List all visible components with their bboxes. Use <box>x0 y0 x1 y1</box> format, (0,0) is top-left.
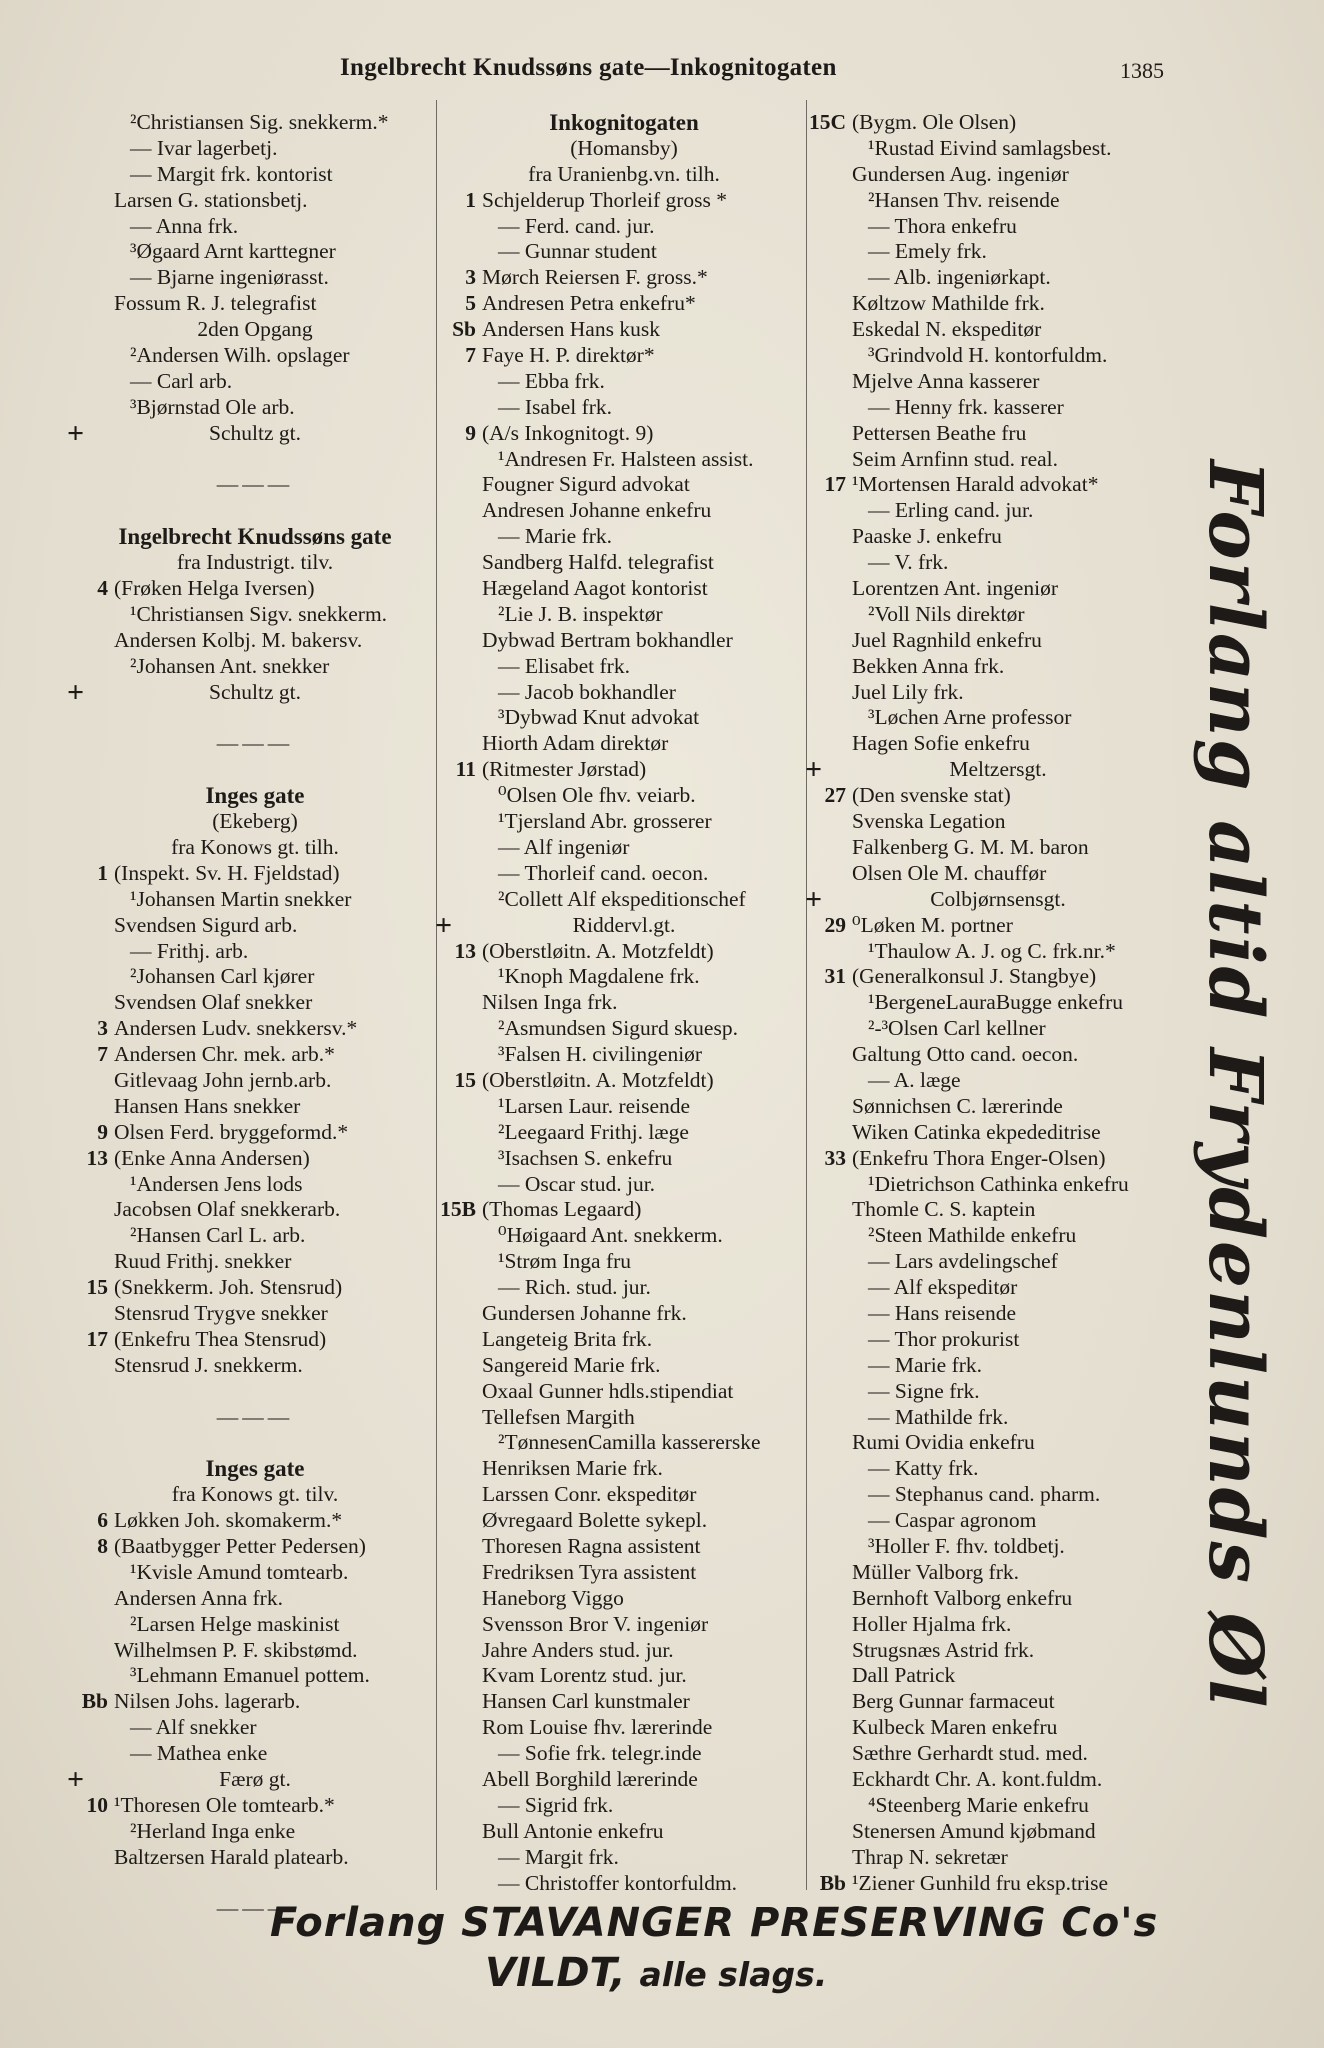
resident-entry: — Oscar stud. jur. <box>498 1171 656 1196</box>
directory-column-1 <box>67 110 440 1922</box>
cross-street-row <box>805 882 1188 916</box>
house-entry <box>438 939 810 965</box>
resident-entry: Müller Valborg frk. <box>852 1559 1020 1584</box>
cross-street-icon: + <box>435 908 453 942</box>
house-number: 3 <box>97 1016 108 1041</box>
cross-street-row <box>67 416 440 450</box>
street-heading: Inkognitogaten <box>549 110 699 135</box>
cross-street-row <box>67 675 440 709</box>
section-subheading: fra Konows gt. tilv. <box>171 1482 339 1507</box>
house-number: 15 <box>454 1067 476 1092</box>
resident-entry: Svendsen Sigurd arb. <box>114 912 298 937</box>
resident-entry: ²Hansen Thv. reisende <box>868 187 1060 212</box>
resident-entry: — Marie frk. <box>498 524 613 549</box>
resident-entry: Abell Borghild lærerinde <box>482 1767 698 1791</box>
section-subheading: fra Industrigt. tilv. <box>176 550 334 575</box>
resident-entry: ¹Thoresen Ole tomtearb.* <box>114 1792 335 1817</box>
cross-street-row <box>435 908 810 942</box>
house-number: 1 <box>97 860 108 885</box>
resident-entry: Kulbeck Maren enkefru <box>852 1715 1058 1740</box>
house-entry <box>808 110 1188 136</box>
cross-street-icon: + <box>67 675 85 709</box>
house-entry <box>438 291 810 317</box>
resident-entry: — Emely frk. <box>868 239 987 264</box>
street-heading: Ingelbrecht Knudssøns gate <box>118 524 392 550</box>
resident-entry: (Frøken Helga Iversen) <box>114 576 315 601</box>
cross-street-label: Meltzersgt. <box>949 757 1047 782</box>
resident-entry: Køltzow Mathilde frk. <box>852 291 1045 316</box>
resident-entry: — Isabel frk. <box>498 394 613 419</box>
resident-entry: — Ebba frk. <box>498 368 605 393</box>
resident-entry: (Enke Anna Andersen) <box>114 1145 310 1170</box>
section-separator: ——— <box>216 1896 294 1921</box>
resident-entry: Thomle C. S. kaptein <box>852 1197 1036 1222</box>
resident-entry: Henriksen Marie frk. <box>482 1456 663 1481</box>
resident-entry: — Mathilde frk. <box>868 1404 1009 1429</box>
resident-entry: — V. frk. <box>868 550 949 575</box>
resident-entry: Strugsnæs Astrid frk. <box>852 1637 1035 1662</box>
house-number: 6 <box>97 1508 108 1533</box>
resident-entry: ²Christiansen Sig. snekkerm.* <box>130 110 389 134</box>
cross-street-label: Schultz gt. <box>209 679 301 704</box>
house-entry <box>70 1120 440 1146</box>
bottom-advertisement-line-1: Forlang STAVANGER PRESERVING Co's <box>270 1900 1159 1946</box>
resident-entry: (Oberstløitn. A. Motzfeldt) <box>482 1067 714 1092</box>
house-entry <box>70 1793 440 1819</box>
resident-entry: Berg Gunnar farmaceut <box>852 1689 1055 1714</box>
resident-entry: Olsen Ferd. bryggeformd.* <box>114 1119 349 1144</box>
house-entry <box>438 343 810 369</box>
resident-entry: Kvam Lorentz stud. jur. <box>482 1663 687 1688</box>
house-entry <box>70 1508 440 1534</box>
house-number: 15B <box>440 1197 476 1222</box>
cross-street-label: Riddervl.gt. <box>572 912 676 937</box>
resident-entry: Løkken Joh. skomakerm.* <box>114 1508 343 1533</box>
resident-entry: ¹Thaulow A. J. og C. frk.nr.* <box>868 938 1116 963</box>
house-entry <box>438 1068 810 1094</box>
resident-entry: — Jacob bokhandler <box>498 679 676 704</box>
house-number: 17 <box>86 1326 108 1351</box>
resident-entry: ²TønnesenCamilla kassererske <box>498 1430 761 1455</box>
blank-line <box>70 1430 440 1456</box>
house-number: 17 <box>824 472 846 497</box>
resident-entry: Seim Arnfinn stud. real. <box>852 446 1059 471</box>
bottom-advertisement-line-2 <box>485 1950 827 1996</box>
resident-entry: ¹Dietrichson Cathinka enkefru <box>868 1171 1129 1196</box>
cross-street-icon: + <box>67 1763 85 1796</box>
resident-entry: Pettersen Beathe fru <box>852 420 1027 445</box>
house-entry <box>808 913 1188 939</box>
resident-entry: ³Øgaard Arnt karttegner <box>130 239 336 264</box>
resident-entry: Andersen Ludv. snekkersv.* <box>114 1016 358 1041</box>
resident-entry: — Ivar lagerbetj. <box>130 135 278 160</box>
resident-entry: Baltzersen Harald platearb. <box>114 1844 349 1869</box>
resident-entry: — Marie frk. <box>868 1352 983 1377</box>
resident-entry: Falkenberg G. M. M. baron <box>852 834 1089 859</box>
resident-entry: ²Hansen Carl L. arb. <box>130 1223 306 1248</box>
cross-street-icon: + <box>805 753 823 787</box>
resident-entry: (Oberstløitn. A. Motzfeldt) <box>482 938 714 963</box>
resident-entry: Andersen Hans kusk <box>482 317 660 342</box>
resident-entry: Haneborg Viggo <box>482 1585 624 1610</box>
blank-line <box>70 498 440 524</box>
resident-entry: — Anna frk. <box>130 213 239 238</box>
resident-entry: Hagen Sofie enkefru <box>852 731 1030 756</box>
house-number: 10 <box>86 1792 108 1817</box>
resident-entry: Thrap N. sekretær <box>852 1844 1008 1869</box>
resident-entry: ³Dybwad Knut advokat <box>498 705 700 730</box>
resident-entry: Jacobsen Olaf snekkerarb. <box>114 1197 341 1222</box>
resident-entry: Larssen Conr. ekspeditør <box>482 1482 697 1507</box>
resident-entry: Hiorth Adam direktør <box>482 731 669 756</box>
resident-entry: — Gunnar student <box>498 239 657 264</box>
resident-entry: (Snekkerm. Joh. Stensrud) <box>114 1275 343 1300</box>
resident-entry: ³Løchen Arne professor <box>868 705 1072 730</box>
house-number: 11 <box>455 757 476 782</box>
resident-entry: ³Falsen H. civilingeniør <box>498 1042 703 1067</box>
house-entry <box>70 1689 440 1715</box>
resident-entry: Andersen Anna frk. <box>114 1585 283 1610</box>
resident-entry: (Enkefru Thea Stensrud) <box>114 1326 327 1351</box>
cross-street-icon: + <box>805 882 823 916</box>
resident-entry: Fougner Sigurd advokat <box>482 472 690 497</box>
resident-entry: ²Asmundsen Sigurd skuesp. <box>498 1016 738 1041</box>
cross-street-label: Schultz gt. <box>209 420 301 445</box>
resident-entry: — Sigrid frk. <box>498 1792 614 1817</box>
resident-entry: Eckhardt Chr. A. kont.fuldm. <box>852 1767 1103 1791</box>
resident-entry: — Caspar agronom <box>868 1508 1037 1533</box>
resident-entry: Bekken Anna frk. <box>852 653 1005 678</box>
house-entry <box>438 317 810 343</box>
house-number: 31 <box>824 964 846 989</box>
resident-entry: Lorentzen Ant. ingeniør <box>852 576 1058 601</box>
resident-entry: ⁰Olsen Ole fhv. veiarb. <box>498 783 696 808</box>
cross-street-label: Colbjørnsensgt. <box>930 886 1066 911</box>
resident-entry: Olsen Ole M. chauffør <box>852 860 1047 885</box>
house-number: 9 <box>465 420 476 445</box>
resident-entry: ¹Andersen Jens lods <box>130 1171 303 1196</box>
resident-entry: Galtung Otto cand. oecon. <box>852 1042 1079 1067</box>
resident-entry: Eskedal N. ekspeditør <box>852 317 1042 342</box>
resident-entry: (Den svenske stat) <box>852 783 1011 808</box>
resident-entry: — Thorleif cand. oecon. <box>498 860 709 885</box>
resident-entry: — Margit frk. kontorist <box>130 161 333 186</box>
resident-entry: Svenska Legation <box>852 809 1006 834</box>
resident-entry: — Thor prokurist <box>868 1326 1020 1351</box>
resident-entry: (Inspekt. Sv. H. Fjeldstad) <box>114 860 340 885</box>
resident-entry: — Christoffer kontorfuldm. <box>498 1870 738 1895</box>
resident-entry: — Katty frk. <box>868 1456 979 1481</box>
resident-entry: Bull Antonie enkefru <box>482 1818 664 1843</box>
resident-entry: Dall Patrick <box>852 1663 956 1688</box>
resident-entry: Ruud Frithj. snekker <box>114 1249 292 1274</box>
blank-line <box>70 757 440 783</box>
resident-entry: Hansen Carl kunstmaler <box>482 1689 690 1714</box>
resident-entry: Nilsen Johs. lagerarb. <box>114 1689 301 1714</box>
resident-entry: Oxaal Gunner hdls.stipendiat <box>482 1378 734 1403</box>
resident-entry: — Alf ekspeditør <box>868 1275 1018 1300</box>
resident-entry: ⁰Løken M. portner <box>852 912 1013 937</box>
resident-entry: — Margit frk. <box>498 1844 619 1869</box>
resident-entry: — Signe frk. <box>868 1378 980 1403</box>
resident-entry: Andersen Kolbj. M. bakersv. <box>114 627 363 652</box>
resident-entry: Rom Louise fhv. lærerinde <box>482 1715 713 1740</box>
resident-entry: — Sofie frk. telegr.inde <box>498 1741 702 1766</box>
resident-entry: Paaske J. enkefru <box>852 524 1002 549</box>
resident-entry: Andresen Johanne enkefru <box>482 498 712 523</box>
house-entry <box>808 1871 1188 1897</box>
house-number: 15C <box>808 110 846 134</box>
house-number: 3 <box>465 265 476 290</box>
house-number: Sb <box>452 317 476 342</box>
resident-entry: Juel Ragnhild enkefru <box>852 627 1042 652</box>
section-subheading: (Ekeberg) <box>212 809 298 834</box>
resident-entry: Gitlevaag John jernb.arb. <box>114 1067 332 1092</box>
side-advertisement-text: Forlang altid Frydenlunds Øl <box>1192 460 1278 1710</box>
resident-entry: (Generalkonsul J. Stangbye) <box>852 964 1097 989</box>
house-number: 13 <box>86 1145 108 1170</box>
resident-entry: ²Johansen Ant. snekker <box>130 653 330 678</box>
resident-entry: ¹Kvisle Amund tomtearb. <box>130 1559 349 1584</box>
resident-entry: Sangereid Marie frk. <box>482 1352 661 1377</box>
side-advertisement <box>1190 460 1280 1710</box>
resident-entry: — Frithj. arb. <box>130 938 249 963</box>
resident-entry: — Lars avdelingschef <box>868 1249 1058 1274</box>
resident-entry: Mjelve Anna kasserer <box>852 368 1040 393</box>
resident-entry: — Alf ingeniør <box>498 834 630 859</box>
resident-entry: Stenersen Amund kjøbmand <box>852 1818 1096 1843</box>
resident-entry: Schjelderup Thorleif gross * <box>482 187 728 212</box>
resident-entry: Nilsen Inga frk. <box>482 990 618 1015</box>
resident-entry: ¹Johansen Martin snekker <box>130 886 352 911</box>
resident-entry: — Stephanus cand. pharm. <box>868 1482 1101 1507</box>
house-entry <box>70 1275 440 1301</box>
directory-column-2 <box>435 110 810 1896</box>
resident-entry: Sæthre Gerhardt stud. med. <box>852 1741 1088 1766</box>
resident-entry: — Erling cand. jur. <box>868 498 1034 523</box>
house-number: 33 <box>824 1145 846 1170</box>
resident-entry: — Alf snekker <box>130 1715 257 1740</box>
resident-entry: — Rich. stud. jur. <box>498 1275 651 1300</box>
page-number: 1385 <box>1120 58 1164 83</box>
blank-line <box>70 705 440 731</box>
resident-entry: Hægeland Aagot kontorist <box>482 576 708 601</box>
house-number: 4 <box>97 576 108 601</box>
house-entry <box>70 861 440 887</box>
resident-entry: ²Leegaard Frithj. læge <box>498 1119 689 1144</box>
resident-entry: Andresen Petra enkefru* <box>482 291 696 316</box>
resident-entry: ²Voll Nils direktør <box>868 601 1025 626</box>
resident-entry: ⁰Høigaard Ant. snekkerm. <box>498 1223 723 1248</box>
resident-entry: Andersen Chr. mek. arb.* <box>114 1042 335 1067</box>
house-number: Bb <box>81 1689 108 1714</box>
cross-street-label: Færø gt. <box>219 1767 291 1791</box>
cross-street-row <box>67 1763 440 1796</box>
house-number: Bb <box>819 1870 846 1895</box>
resident-entry: Sønnichsen C. lærerinde <box>852 1093 1063 1118</box>
resident-entry: Faye H. P. direktør* <box>482 343 655 368</box>
resident-entry: — Hans reisende <box>868 1300 1017 1325</box>
resident-entry: ²Johansen Carl kjører <box>130 964 315 989</box>
resident-entry: (Thomas Legaard) <box>482 1197 642 1222</box>
resident-entry: (Baatbygger Petter Pedersen) <box>114 1533 366 1558</box>
resident-entry: Rumi Ovidia enkefru <box>852 1430 1035 1455</box>
resident-entry: ²-³Olsen Carl kellner <box>868 1016 1046 1041</box>
resident-entry: Dybwad Bertram bokhandler <box>482 627 733 652</box>
directory-column-3 <box>805 110 1188 1896</box>
house-number: 15 <box>86 1275 108 1300</box>
resident-entry: ¹Ziener Gunhild fru eksp.trise <box>852 1870 1109 1895</box>
section-separator: ——— <box>216 1404 294 1429</box>
house-entry <box>438 1197 810 1223</box>
resident-entry: ²Larsen Helge maskinist <box>130 1611 340 1636</box>
resident-entry: — Carl arb. <box>130 368 233 393</box>
street-heading: Inges gate <box>205 1456 305 1482</box>
resident-entry: ¹Andresen Fr. Halsteen assist. <box>498 446 754 471</box>
section-subheading: fra Konows gt. tilh. <box>171 834 339 859</box>
house-entry <box>808 472 1188 498</box>
house-entry <box>438 188 810 214</box>
house-entry <box>438 757 810 783</box>
resident-entry: (Enkefru Thora Enger-Olsen) <box>852 1145 1106 1170</box>
resident-entry: Larsen G. stationsbetj. <box>114 187 308 212</box>
house-entry <box>438 421 810 447</box>
house-number: 8 <box>97 1533 108 1558</box>
house-number: 7 <box>465 343 476 368</box>
resident-entry: Holler Hjalma frk. <box>852 1611 1012 1636</box>
house-entry <box>808 964 1188 990</box>
blank-line <box>70 1871 440 1897</box>
resident-entry: — Alb. ingeniørkapt. <box>868 265 1051 290</box>
resident-entry: ¹Knoph Magdalene frk. <box>498 964 700 989</box>
resident-entry: Gundersen Johanne frk. <box>482 1300 687 1325</box>
page-header-title: Ingelbrecht Knudssøns gate—Inkognitogaten <box>340 54 837 81</box>
house-entry <box>70 576 440 602</box>
section-subheading: 2den Opgang <box>197 317 313 342</box>
house-entry <box>808 1146 1188 1172</box>
house-number: 13 <box>454 938 476 963</box>
house-entry <box>70 1016 440 1042</box>
house-entry <box>808 783 1188 809</box>
resident-entry: Hansen Hans snekker <box>114 1093 301 1118</box>
resident-entry: Sandberg Halfd. telegrafist <box>482 550 714 575</box>
cross-street-row <box>805 753 1188 787</box>
house-entry <box>70 1534 440 1560</box>
resident-entry: — A. læge <box>868 1067 961 1092</box>
resident-entry: — Elisabet frk. <box>498 653 630 678</box>
resident-entry: Wiken Catinka ekpededitrise <box>852 1119 1101 1144</box>
house-entry <box>70 1042 440 1068</box>
resident-entry: Thoresen Ragna assistent <box>482 1533 701 1558</box>
resident-entry: ²Andersen Wilh. opslager <box>130 343 350 368</box>
street-heading: Inges gate <box>205 783 305 809</box>
house-number: 1 <box>465 187 476 212</box>
resident-entry: Stensrud Trygve snekker <box>114 1300 328 1325</box>
house-number: 27 <box>824 783 846 808</box>
resident-entry: (A/s Inkognitogt. 9) <box>482 420 654 445</box>
resident-entry: Fredriksen Tyra assistent <box>482 1559 697 1584</box>
resident-entry: Øvregaard Bolette sykepl. <box>482 1508 708 1533</box>
resident-entry: (Bygm. Ole Olsen) <box>852 110 1017 134</box>
resident-entry: Wilhelmsen P. F. skibstømd. <box>114 1637 358 1662</box>
resident-entry: (Ritmester Jørstad) <box>482 757 647 782</box>
resident-entry: Svendsen Olaf snekker <box>114 990 313 1015</box>
house-number: 7 <box>97 1042 108 1067</box>
resident-entry: — Bjarne ingeniørasst. <box>130 265 329 290</box>
resident-entry: ²Collett Alf ekspeditionschef <box>498 886 746 911</box>
resident-entry: Mørch Reiersen F. gross.* <box>482 265 708 290</box>
resident-entry: Jahre Anders stud. jur. <box>482 1637 674 1662</box>
resident-entry: ³Lehmann Emanuel pottem. <box>130 1663 370 1688</box>
resident-entry: ³Holler F. fhv. toldbetj. <box>868 1533 1065 1558</box>
resident-entry: ²Lie J. B. inspektør <box>498 601 663 626</box>
cross-street-icon: + <box>67 416 85 450</box>
house-number: 5 <box>465 291 476 316</box>
resident-entry: ³Isachsen S. enkefru <box>498 1145 673 1170</box>
blank-line <box>70 447 440 473</box>
resident-entry: — Ferd. cand. jur. <box>498 213 655 238</box>
resident-entry: Stensrud J. snekkerm. <box>114 1352 303 1377</box>
resident-entry: ⁴Steenberg Marie enkefru <box>868 1792 1089 1817</box>
resident-entry: Langeteig Brita frk. <box>482 1326 653 1351</box>
resident-entry: ¹Rustad Eivind samlagsbest. <box>868 135 1112 160</box>
resident-entry: ¹Christiansen Sigv. snekkerm. <box>130 601 388 626</box>
house-number: 29 <box>824 912 846 937</box>
resident-entry: ²Herland Inga enke <box>130 1818 296 1843</box>
resident-entry: Gundersen Aug. ingeniør <box>852 161 1069 186</box>
resident-entry: ¹Tjersland Abr. grosserer <box>498 809 712 834</box>
resident-entry: — Mathea enke <box>130 1741 268 1766</box>
resident-entry: Juel Lily frk. <box>852 679 964 704</box>
resident-entry: ¹Mortensen Harald advokat* <box>852 472 1099 497</box>
resident-entry: ³Bjørnstad Ole arb. <box>130 394 295 419</box>
resident-entry: Fossum R. J. telegrafist <box>114 291 317 316</box>
bottom-advertisement-vildt: VILDT, <box>485 1950 626 1996</box>
resident-entry: — Henny frk. kasserer <box>868 394 1064 419</box>
resident-entry: ¹BergeneLauraBugge enkefru <box>868 990 1123 1015</box>
resident-entry: Svensson Bror V. ingeniør <box>482 1611 709 1636</box>
section-subheading: fra Uranienbg.vn. tilh. <box>528 161 720 186</box>
section-subheading: (Homansby) <box>570 135 678 160</box>
resident-entry: ¹Strøm Inga fru <box>498 1249 632 1274</box>
resident-entry: ³Grindvold H. kontorfuldm. <box>868 343 1108 368</box>
section-separator: ——— <box>216 472 294 497</box>
resident-entry: ²Steen Mathilde enkefru <box>868 1223 1077 1248</box>
resident-entry: Bernhoft Valborg enkefru <box>852 1585 1073 1610</box>
resident-entry: ¹Larsen Laur. reisende <box>498 1093 691 1118</box>
house-entry <box>70 1327 440 1353</box>
resident-entry: — Thora enkefru <box>868 213 1017 238</box>
blank-line <box>70 1379 440 1405</box>
house-entry <box>438 265 810 291</box>
house-entry <box>70 1146 440 1172</box>
resident-entry: Tellefsen Margith <box>482 1404 635 1429</box>
section-separator: ——— <box>216 731 294 756</box>
bottom-advertisement-alle-slags: alle slags. <box>639 1955 828 1994</box>
house-number: 9 <box>97 1119 108 1144</box>
